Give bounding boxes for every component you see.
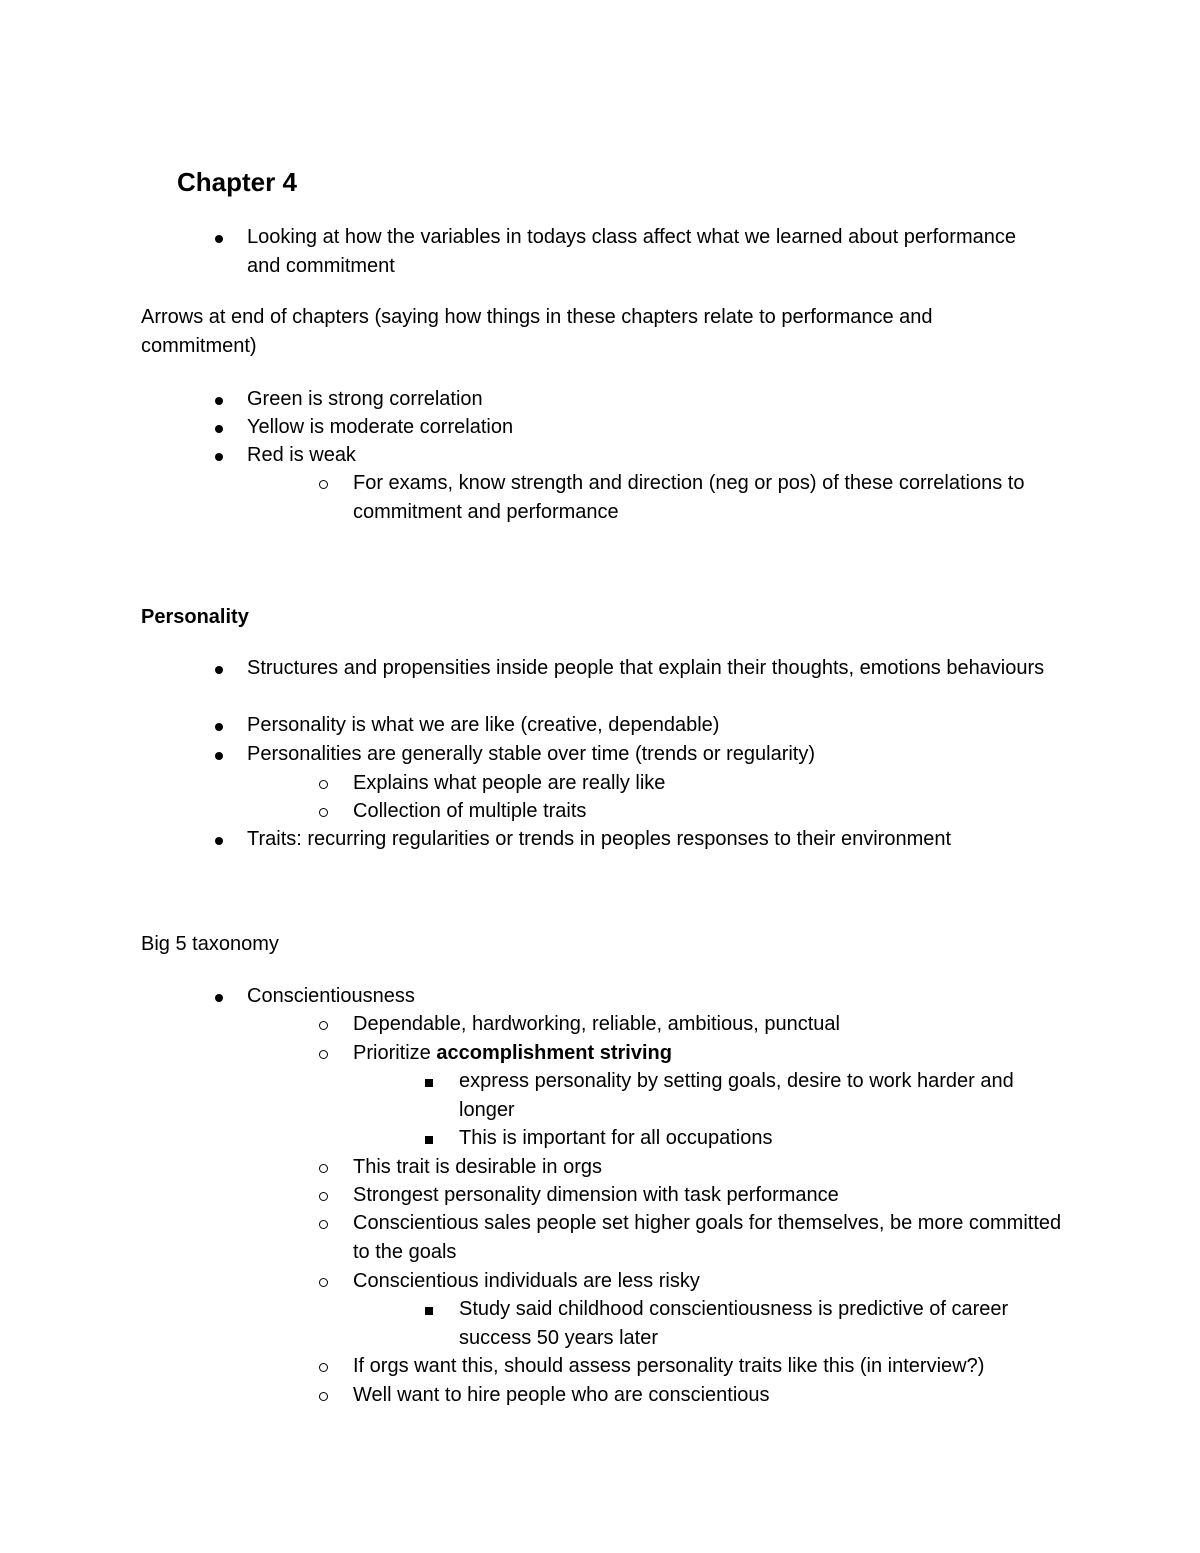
list-subitem xyxy=(353,1352,1073,1381)
list-subitem xyxy=(353,797,1073,826)
bullet-icon xyxy=(213,654,227,683)
list-subitem xyxy=(353,1153,1073,1182)
square-bullet-icon xyxy=(423,1067,437,1096)
list-subitem xyxy=(353,1039,1073,1068)
bullet-icon xyxy=(213,740,227,769)
paragraph-arrows: Arrows at end of chapters (saying how things in these chapters relate to performance and commitment) xyxy=(141,306,933,357)
square-bullet-icon xyxy=(423,1295,437,1324)
list-subitem xyxy=(353,1209,1073,1267)
list-item xyxy=(247,223,1047,281)
hollow-bullet-icon xyxy=(318,797,332,826)
list-item-text: This trait is desirable in orgs xyxy=(353,1156,602,1178)
section-heading-big5: Big 5 taxonomy xyxy=(141,933,279,955)
list-item-text: Dependable, hardworking, reliable, ambitious, punctual xyxy=(353,1013,840,1035)
list-item xyxy=(247,654,1047,683)
list-item-text: Well want to hire people who are conscientious xyxy=(353,1384,770,1406)
hollow-bullet-icon xyxy=(318,1381,332,1410)
hollow-bullet-icon xyxy=(318,1209,332,1238)
list-subsubitem xyxy=(459,1067,1069,1125)
bullet-icon xyxy=(213,385,227,414)
list-item-text: Collection of multiple traits xyxy=(353,800,587,822)
hollow-bullet-icon xyxy=(318,1181,332,1210)
hollow-bullet-icon xyxy=(318,1153,332,1182)
list-item-text: Traits: recurring regularities or trends in peoples responses to their environment xyxy=(247,828,952,850)
list-item-text: Conscientious individuals are less risky xyxy=(353,1270,700,1292)
list-item xyxy=(247,413,1047,442)
hollow-bullet-icon xyxy=(318,1010,332,1039)
list-item-text: Looking at how the variables in todays class affect what we learned about performance and commitment xyxy=(247,226,1016,277)
hollow-bullet-icon xyxy=(318,469,332,498)
list-item-text: For exams, know strength and direction (neg or pos) of these correlations to commitment and performance xyxy=(353,472,1025,523)
list-subitem xyxy=(353,1010,1073,1039)
square-bullet-icon xyxy=(423,1124,437,1153)
list-item-text-bold: accomplishment striving xyxy=(436,1042,672,1064)
bullet-icon xyxy=(213,825,227,854)
hollow-bullet-icon xyxy=(318,1352,332,1381)
list-item xyxy=(247,740,1047,769)
list-item-text: Conscientiousness xyxy=(247,985,415,1007)
list-item-text: Strongest personality dimension with task performance xyxy=(353,1184,839,1206)
list-item xyxy=(247,825,1047,854)
list-item-text: Explains what people are really like xyxy=(353,772,666,794)
list-item-text: express personality by setting goals, desire to work harder and longer xyxy=(459,1070,1014,1121)
hollow-bullet-icon xyxy=(318,769,332,798)
page-title: Chapter 4 xyxy=(177,167,297,197)
list-item-text-prefix: Prioritize xyxy=(353,1042,437,1064)
list-item xyxy=(247,385,1047,414)
list-item-text: If orgs want this, should assess personality traits like this (in interview?) xyxy=(353,1355,985,1377)
list-item xyxy=(247,441,1047,470)
list-item xyxy=(247,982,1047,1011)
bullet-icon xyxy=(213,413,227,442)
list-subitem xyxy=(353,1267,1073,1296)
bullet-icon xyxy=(213,711,227,740)
list-item-text: Green is strong correlation xyxy=(247,388,483,410)
hollow-bullet-icon xyxy=(318,1267,332,1296)
list-subitem xyxy=(353,1181,1073,1210)
list-item-text: Personality is what we are like (creative, dependable) xyxy=(247,714,720,736)
list-item-text: Structures and propensities inside people that explain their thoughts, emotions behaviours xyxy=(247,657,1045,679)
list-item-text: Personalities are generally stable over time (trends or regularity) xyxy=(247,743,816,765)
list-item-text: Red is weak xyxy=(247,444,356,466)
list-subitem xyxy=(353,769,1073,798)
bullet-icon xyxy=(213,982,227,1011)
list-item-text: Study said childhood conscientiousness is predictive of career success 50 years later xyxy=(459,1298,1009,1349)
section-heading-personality: Personality xyxy=(141,606,249,628)
list-item-text: Yellow is moderate correlation xyxy=(247,416,514,438)
list-item-text: Conscientious sales people set higher goals for themselves, be more committed to the goals xyxy=(353,1212,1062,1263)
list-subitem xyxy=(353,1381,1073,1410)
list-item-text: This is important for all occupations xyxy=(459,1127,773,1149)
list-subsubitem xyxy=(459,1124,1069,1153)
bullet-icon xyxy=(213,223,227,252)
list-subitem xyxy=(353,469,1073,527)
list-item xyxy=(247,711,1047,740)
bullet-icon xyxy=(213,441,227,470)
hollow-bullet-icon xyxy=(318,1039,332,1068)
list-subsubitem xyxy=(459,1295,1069,1353)
